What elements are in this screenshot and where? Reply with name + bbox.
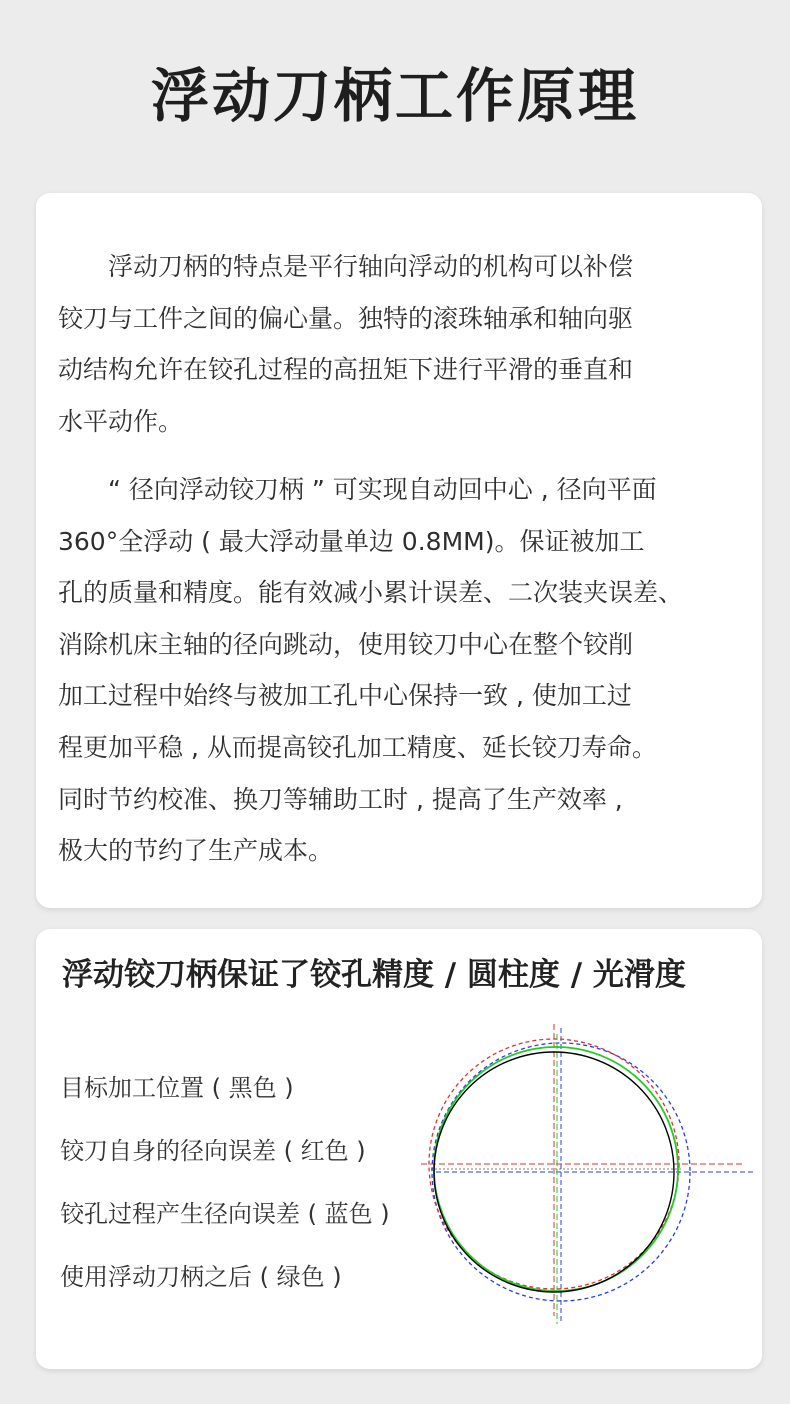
text-line: 极大的节约了生产成本。 <box>58 836 334 866</box>
text-line: 孔的质量和精度。能有效减小累计误差、二次装夹误差、 <box>58 578 684 608</box>
intro-paragraph-1 <box>58 241 748 447</box>
text-line: “ 径向浮动铰刀柄 ” 可实现自动回中心 , 径向平面 <box>58 475 657 504</box>
text-line: 水平动作。 <box>58 406 184 436</box>
text-line: 消除机床主轴的径向跳动，使用铰刀中心在整个铰削 <box>58 629 634 659</box>
text-line: 加工过程中始终与被加工孔中心保持一致 , 使加工过 <box>58 681 632 711</box>
legend <box>60 1057 420 1309</box>
legend-item-green: 使用浮动刀柄之后 ( 绿色 ) <box>60 1263 342 1291</box>
legend-item-black: 目标加工位置 ( 黑色 ) <box>60 1074 294 1102</box>
text-line: 浮动刀柄的特点是平行轴向浮动的机构可以补偿 <box>58 252 634 281</box>
text-line: 程更加平稳 , 从而提高铰孔加工精度、延长铰刀寿命。 <box>58 732 657 762</box>
precision-card <box>36 929 762 1369</box>
concentricity-diagram <box>381 1024 761 1339</box>
text-line: 同时节约校准、换刀等辅助工时 , 提高了生产效率 , <box>58 784 623 814</box>
legend-item-blue: 铰孔过程产生径向误差 ( 蓝色 ) <box>60 1200 390 1228</box>
text-line: 铰刀与工件之间的偏心量。独特的滚珠轴承和轴向驱 <box>58 303 634 333</box>
intro-card <box>36 193 762 908</box>
page-title: 浮动刀柄工作原理 <box>150 62 639 130</box>
text-line: 动结构允许在铰孔过程的高扭矩下进行平滑的垂直和 <box>58 355 634 385</box>
precision-title: 浮动铰刀柄保证了铰孔精度 / 圆柱度 / 光滑度 <box>62 957 686 993</box>
text-line: 360°全浮动 ( 最大浮动量单边 0.8MM)。保证被加工 <box>58 526 645 556</box>
legend-item-red: 铰刀自身的径向误差 ( 红色 ) <box>60 1137 366 1165</box>
intro-paragraph-2 <box>58 464 748 877</box>
